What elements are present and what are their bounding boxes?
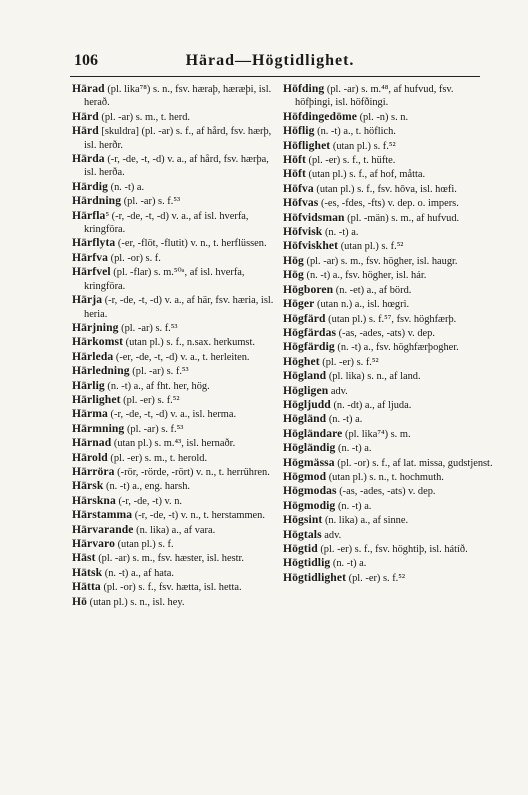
entry-definition: (n. -t) a. xyxy=(322,227,359,239)
entry-definition: (pl. -ar) s. m., fsv. högher, isl. haugr. xyxy=(303,255,458,267)
entry-headword: Härjning xyxy=(72,320,119,334)
dictionary-entry xyxy=(283,110,493,124)
entry-definition: (pl. -flar) s. m.⁵⁰ᵃ, af isl. hverfa, kringföra. xyxy=(84,267,245,292)
entry-definition: (n. -t) a., af fht. her, hög. xyxy=(104,380,210,392)
entry-definition: adv. xyxy=(321,529,342,541)
dictionary-entry xyxy=(283,441,493,455)
dictionary-entry xyxy=(283,513,493,527)
dictionary-entry xyxy=(72,479,282,493)
entry-headword: Högtidlighet xyxy=(283,570,347,584)
entry-headword: Höghet xyxy=(283,354,320,368)
dictionary-entry xyxy=(283,384,493,398)
entry-headword: Höfvidsman xyxy=(283,210,345,224)
entry-definition: (n. -t) a., t. höflich. xyxy=(314,126,396,138)
dictionary-entry xyxy=(283,369,493,383)
dictionary-entry xyxy=(283,225,493,239)
entry-headword: Högtidlig xyxy=(283,556,331,570)
dictionary-entry xyxy=(283,398,493,412)
dictionary-entry xyxy=(72,209,282,237)
dictionary-entry xyxy=(72,407,282,421)
entry-headword: Höfvisk xyxy=(283,225,323,239)
entry-headword: Härstamma xyxy=(72,508,133,522)
entry-headword: Hätsk xyxy=(72,565,103,579)
dictionary-entry xyxy=(72,194,282,208)
dictionary-entry xyxy=(283,167,493,181)
entry-definition: (n. -t) a., af hata. xyxy=(102,567,174,579)
dictionary-entry xyxy=(283,484,493,498)
dictionary-entry xyxy=(283,82,493,110)
entry-headword: Högtals xyxy=(283,527,322,541)
entry-definition: (n. -t) a. xyxy=(108,181,145,193)
entry-definition: (utan pl.) s. f., af hof, måtta. xyxy=(305,169,426,181)
entry-definition: (pl. lika⁷⁸) s. n., fsv. hæraþ, hæræþi, isl. herað. xyxy=(84,84,272,109)
dictionary-entry xyxy=(283,182,493,196)
dictionary-entry xyxy=(283,456,493,470)
entry-headword: Härnad xyxy=(72,436,112,450)
running-head: Härad—Högtidlighet. xyxy=(185,52,355,69)
page-header xyxy=(60,50,480,74)
entry-headword: Härfvel xyxy=(72,265,111,279)
dictionary-entry xyxy=(283,153,493,167)
entry-definition: (pl. lika) s. n., af land. xyxy=(326,371,421,383)
entry-definition: (n. -t) a. xyxy=(326,414,363,426)
dictionary-entry xyxy=(283,355,493,369)
entry-definition: (n. -t) a. xyxy=(330,558,367,570)
entry-headword: Högljudd xyxy=(283,397,331,411)
entry-headword: Härja xyxy=(72,293,103,307)
dictionary-entry xyxy=(72,595,282,609)
entry-definition: (n. lika) a., af vara. xyxy=(133,524,216,536)
dictionary-entry xyxy=(283,268,493,282)
dictionary-entry xyxy=(72,551,282,565)
entry-definition: (n. -et) a., af börd. xyxy=(333,284,412,296)
entry-headword: Högland xyxy=(283,369,327,383)
entry-headword: Härlighet xyxy=(72,392,121,406)
entry-definition: (utan n.) a., isl. hœgri. xyxy=(314,299,410,311)
dictionary-entry xyxy=(72,251,282,265)
entry-headword: Högmod xyxy=(283,469,327,483)
entry-headword: Högländig xyxy=(283,441,336,455)
entry-headword: Höft xyxy=(283,153,306,167)
entry-headword: Högmässa xyxy=(283,455,335,469)
dictionary-entry xyxy=(72,124,282,152)
dictionary-entry xyxy=(72,451,282,465)
dictionary-entry xyxy=(283,340,493,354)
entry-headword: Härleda xyxy=(72,349,114,363)
dictionary-entry xyxy=(72,335,282,349)
dictionary-entry xyxy=(283,283,493,297)
entry-definition: (-r, -de, -t) v. n. xyxy=(115,495,183,507)
dictionary-entry xyxy=(283,139,493,153)
entry-headword: Högfärd xyxy=(283,311,326,325)
entry-headword: Höflighet xyxy=(283,138,331,152)
entry-definition: (utan pl.) s. m.⁴³, isl. hernaðr. xyxy=(111,438,236,450)
dictionary-entry xyxy=(72,537,282,551)
entry-definition: (pl. -er) s. f.⁵² xyxy=(120,394,180,406)
entry-headword: Härfla xyxy=(72,208,106,222)
entry-definition: (n. lika) a., af sinne. xyxy=(322,515,409,527)
entry-definition: (utan pl.) s. n., t. hochmuth. xyxy=(326,471,444,483)
entry-headword: Höflig xyxy=(283,124,315,138)
entry-definition: (pl. -ar) s. m., t. herd. xyxy=(98,111,190,123)
entry-definition: (pl. -er) s. f., t. hüfte. xyxy=(305,155,396,167)
entry-headword: Härad xyxy=(72,82,105,95)
dictionary-entry xyxy=(283,326,493,340)
entry-headword: Högfärdas xyxy=(283,325,337,339)
entry-definition: (-r, -de, -t) v. n., t. herstammen. xyxy=(132,510,265,522)
entry-headword: Höfdingedöme xyxy=(283,109,357,123)
entry-definition: (-as, -ades, -ats) v. dep. xyxy=(336,486,436,498)
dictionary-entry xyxy=(283,239,493,253)
entry-headword: Högmodas xyxy=(283,484,337,498)
entry-definition: (pl. -ar) s. f.⁵³ xyxy=(129,366,189,378)
entry-headword: Högligen xyxy=(283,383,329,397)
dictionary-entry xyxy=(283,571,493,585)
entry-definition: (-es, -fdes, -fts) v. dep. o. impers. xyxy=(318,198,459,210)
entry-definition: (pl. -er) s. f.⁵² xyxy=(346,572,406,584)
entry-definition: (pl. -ar) s. f.⁵³ xyxy=(124,423,184,435)
entry-headword: Härvarande xyxy=(72,522,134,536)
entry-headword: Höft xyxy=(283,167,306,181)
dictionary-entry xyxy=(283,470,493,484)
page-number: 106 xyxy=(74,52,98,69)
dictionary-entry xyxy=(72,494,282,508)
entry-definition: (-r, -de, -t, -d) v. a., isl. herma. xyxy=(107,409,237,421)
entry-headword: Högfärdig xyxy=(283,340,335,354)
entry-definition: (pl. -ar) s. f.⁵³ xyxy=(118,322,178,334)
dictionary-entry xyxy=(283,412,493,426)
entry-headword: Härd xyxy=(72,109,99,123)
dictionary-entry xyxy=(72,321,282,335)
entry-definition: (pl. lika⁷⁴) s. m. xyxy=(342,428,411,440)
right-column xyxy=(283,82,493,585)
entry-headword: Hög xyxy=(283,253,304,267)
entry-headword: Höfva xyxy=(283,181,314,195)
entry-headword: Hö xyxy=(72,594,88,608)
dictionary-entry xyxy=(283,297,493,311)
dictionary-entry xyxy=(72,580,282,594)
entry-headword: Högboren xyxy=(283,282,334,296)
dictionary-entry xyxy=(72,350,282,364)
entry-definition: (utan pl.) s. f.⁵⁷, fsv. höghfærþ. xyxy=(325,313,457,325)
entry-definition: (n. -t) a. xyxy=(335,500,372,512)
dictionary-entry xyxy=(72,293,282,321)
entry-headword: Härda xyxy=(72,152,105,166)
dictionary-entry xyxy=(72,379,282,393)
entry-headword: Härlig xyxy=(72,378,105,392)
entry-headword: Höfvas xyxy=(283,196,319,210)
entry-headword: Härkomst xyxy=(72,335,124,349)
entry-headword: Högtid xyxy=(283,542,318,555)
dictionary-entry xyxy=(72,180,282,194)
entry-headword: Höfviskhet xyxy=(283,239,339,253)
entry-definition: (pl. -er) s. m., t. herold. xyxy=(107,452,208,464)
entry-headword: Härma xyxy=(72,407,108,421)
entry-definition: (pl. -or) s. f., af lat. missa, gudstjenst. xyxy=(334,457,493,469)
left-column xyxy=(72,82,282,609)
entry-definition: (-er, -de, -t, -d) v. a., t. herleiten. xyxy=(113,351,250,363)
entry-definition: (utan pl.) s. f. xyxy=(115,539,174,550)
entry-headword: Härsk xyxy=(72,479,104,493)
dictionary-entry xyxy=(283,196,493,210)
entry-definition: (n. -t) a. xyxy=(335,443,372,455)
dictionary-entry xyxy=(283,556,493,570)
entry-definition: (pl. -or) s. f., fsv. hætta, isl. hetta. xyxy=(100,582,242,594)
dictionary-entry xyxy=(72,422,282,436)
entry-headword: Högländ xyxy=(283,412,327,426)
entry-headword: Hätta xyxy=(72,580,101,594)
dictionary-entry xyxy=(283,124,493,138)
entry-definition: (pl. -ar) s. f.⁵³ xyxy=(121,196,181,208)
entry-definition: (pl. -er) s. f.⁵² xyxy=(319,356,379,368)
entry-headword: Höger xyxy=(283,297,315,311)
dictionary-entry xyxy=(72,566,282,580)
entry-definition: (pl. -ar) s. m.⁴⁸, af hufvud, fsv. höfþingi, isl. höfðingi. xyxy=(295,84,454,109)
entry-definition: (utan pl.) s. f.⁵² xyxy=(330,140,396,152)
entry-headword: Härmning xyxy=(72,421,125,435)
entry-headword: Härröra xyxy=(72,464,115,478)
entry-definition: (n. -t) a., eng. harsh. xyxy=(103,481,190,493)
entry-definition: (-r, -de, -t, -d) v. a., af hård, fsv. hærþa, isl. herða. xyxy=(84,154,269,179)
dictionary-entry xyxy=(72,364,282,378)
dictionary-entry xyxy=(72,265,282,293)
dictionary-entry xyxy=(72,110,282,124)
entry-definition: (pl. -män) s. m., af hufvud. xyxy=(344,212,460,224)
dictionary-entry xyxy=(283,312,493,326)
entry-definition: adv. xyxy=(328,385,348,397)
entry-definition: (utan pl.) s. f.⁵² xyxy=(338,241,404,253)
dictionary-entry xyxy=(72,508,282,522)
dictionary-entry xyxy=(72,236,282,250)
entry-definition: (-er, -flöt, -flutit) v. n., t. herflüssen. xyxy=(115,238,267,250)
entry-definition: (-rör, -rörde, -rört) v. n., t. herrühren. xyxy=(114,466,270,478)
entry-definition: (pl. -n) s. n. xyxy=(356,111,409,123)
dictionary-entry xyxy=(283,499,493,513)
entry-definition: [skuldra] (pl. -ar) s. f., af hård, fsv. hærþ, isl. herðr. xyxy=(84,126,272,151)
entry-headword: Högländare xyxy=(283,426,343,440)
dictionary-entry xyxy=(72,152,282,180)
entry-headword: Härold xyxy=(72,450,108,464)
entry-definition: (utan pl.) s. n., isl. hey. xyxy=(87,596,185,608)
dictionary-entry xyxy=(283,528,493,542)
entry-definition: (utan pl.) s. f., fsv. hōva, isl. hœfi. xyxy=(313,183,457,195)
dictionary-entry xyxy=(283,427,493,441)
entry-headword: Häst xyxy=(72,551,96,565)
entry-definition: (utan pl.) s. f., n.sax. herkumst. xyxy=(123,337,255,349)
dictionary-entry xyxy=(283,542,493,556)
entry-definition: (n. -dt) a., af ljuda. xyxy=(330,399,412,411)
entry-definition: (pl. -ar) s. m., fsv. hæster, isl. hestr. xyxy=(95,553,244,565)
entry-definition: (-r, -de, -t, -d) v. a., af här, fsv. hæria, isl. heria. xyxy=(84,295,274,320)
entry-headword: Härskna xyxy=(72,493,116,507)
entry-headword: Härflyta xyxy=(72,236,116,250)
entry-headword: Härfva xyxy=(72,250,109,264)
dictionary-entry xyxy=(72,82,282,110)
entry-definition: (n. -t) a., fsv. högher, isl. hár. xyxy=(303,270,427,282)
entry-headword: Härd xyxy=(72,124,99,138)
entry-headword: Härdning xyxy=(72,194,122,208)
entry-definition: (n. -t) a., fsv. höghfærþogher. xyxy=(334,342,459,354)
dictionary-entry xyxy=(283,211,493,225)
header-rule xyxy=(70,76,480,77)
entry-definition: ⁵ (-r, -de, -t, -d) v. a., af isl. hverfa, kringföra. xyxy=(84,210,249,236)
entry-definition: (pl. -or) s. f. xyxy=(108,252,161,264)
entry-headword: Högsint xyxy=(283,513,323,527)
dictionary-entry xyxy=(72,393,282,407)
entry-headword: Härledning xyxy=(72,364,130,378)
dictionary-entry xyxy=(72,436,282,450)
entry-headword: Hög xyxy=(283,268,304,282)
entry-definition: (pl. -er) s. f., fsv. höghtiþ, isl. hátíð. xyxy=(317,544,468,555)
entry-definition: (-as, -ades, -ats) v. dep. xyxy=(336,327,435,339)
entry-headword: Härvaro xyxy=(72,537,115,550)
dictionary-entry xyxy=(72,465,282,479)
entry-headword: Högmodig xyxy=(283,498,336,512)
entry-headword: Härdig xyxy=(72,179,109,193)
dictionary-entry xyxy=(72,523,282,537)
dictionary-entry xyxy=(283,254,493,268)
entry-headword: Höfding xyxy=(283,82,325,95)
